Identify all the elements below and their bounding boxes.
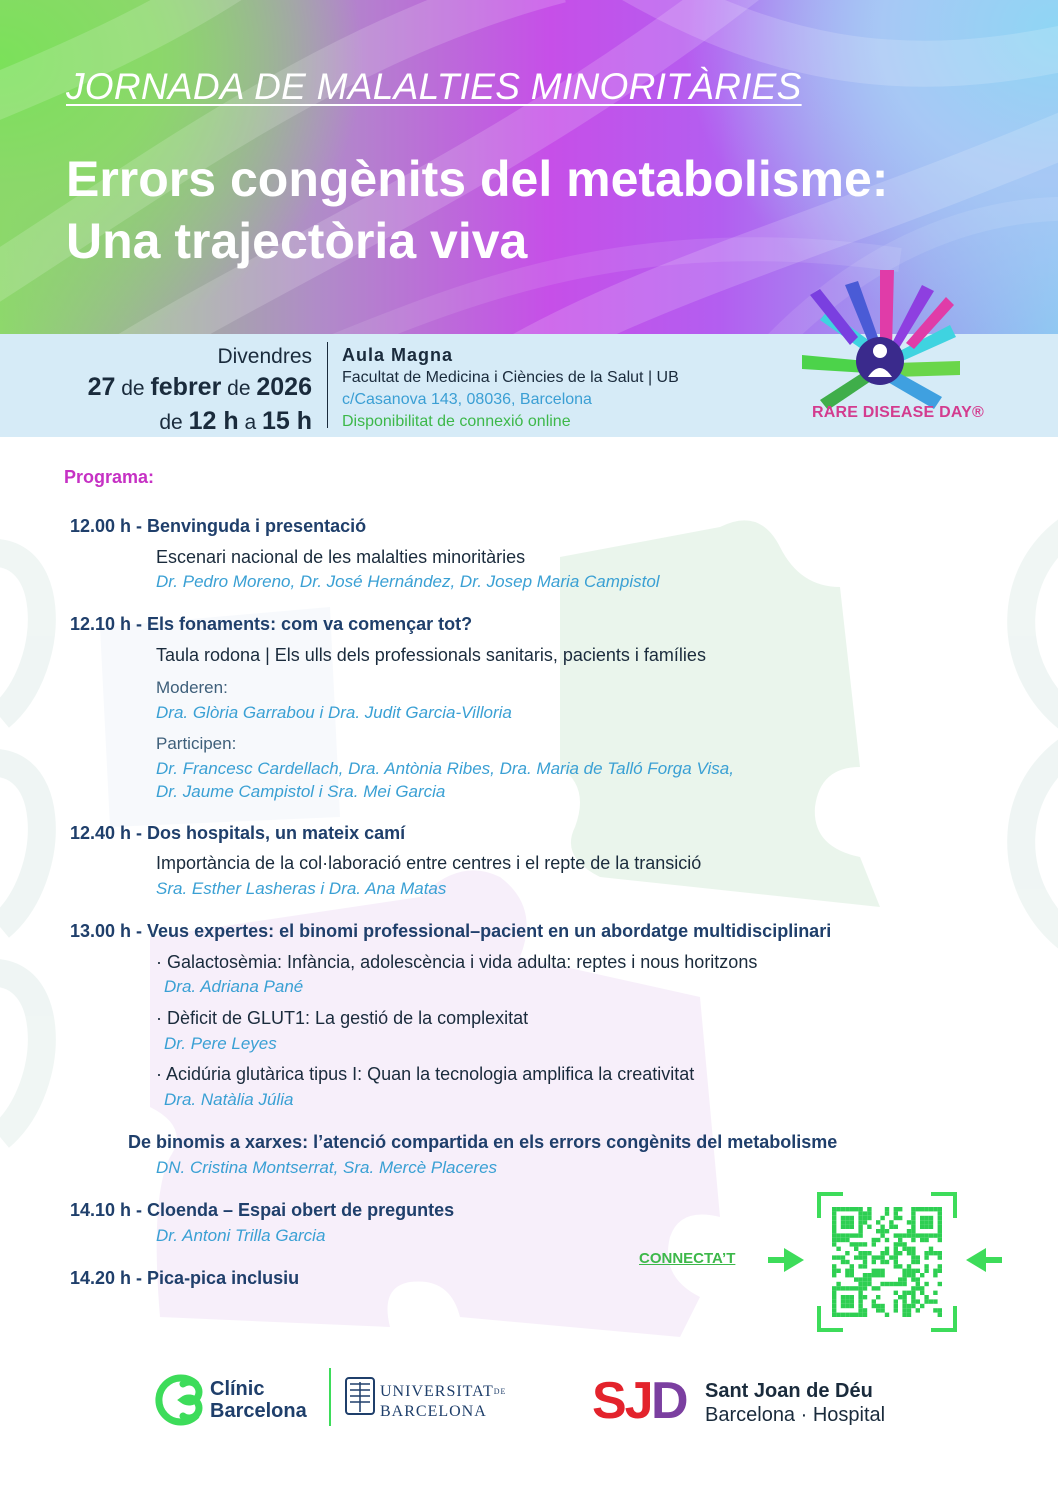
svg-text:D: D <box>651 1372 689 1430</box>
ub-line2: BARCELONA <box>380 1403 487 1420</box>
event-date-de2: de <box>227 377 251 400</box>
event-date-month: febrer <box>150 373 222 401</box>
sjd-logo-text <box>705 1379 885 1427</box>
session-subtitle: De binomis a xarxes: l’atenció compartida en els errors congènits del metabolisme <box>128 1132 838 1152</box>
session-time-title: 12.40 h - Dos hospitals, un mateix camí <box>70 823 406 843</box>
venue-address: c/Casanova 143, 08036, Barcelona <box>342 391 592 408</box>
session-description: Taula rodona | Els ulls dels professionals sanitaris, pacients i famílies <box>156 645 706 665</box>
event-date-num: 27 <box>87 373 116 401</box>
rare-disease-day-label: RARE DISEASE DAY® <box>812 404 984 421</box>
sjd-line2: Barcelona · Hospital <box>705 1404 886 1426</box>
event-time <box>88 405 312 439</box>
event-time-start: 12 h <box>188 407 239 435</box>
event-time-a: a <box>244 411 257 434</box>
clinic-barcelona-logo-text <box>210 1378 307 1422</box>
arrow-right-icon <box>768 1248 804 1272</box>
ub-line1: UNIVERSITAT <box>380 1383 494 1400</box>
partner-logos <box>0 1360 1058 1440</box>
session-description: Escenari nacional de les malalties minoritàries <box>156 547 526 567</box>
talk-speaker: Dra. Adriana Pané <box>164 977 304 996</box>
talk-item: · Acidúria glutàrica tipus I: Quan la tecnologia amplifica la creativitat <box>156 1064 695 1084</box>
connect-link[interactable]: CONNECTA’T <box>639 1250 736 1267</box>
session-participants-line1: Dr. Francesc Cardellach, Dra. Antònia Ribes, Dra. Maria de Talló Forga Visa, <box>156 759 734 778</box>
rare-disease-hands-logo <box>790 250 970 430</box>
session-moderators: Dra. Glòria Garrabou i Dra. Judit Garcia-Villoria <box>156 703 512 722</box>
talk-item: · Galactosèmia: Infància, adolescència i vida adulta: reptes i nous horitzons <box>156 952 758 972</box>
talk-speaker: Dr. Pere Leyes <box>164 1034 277 1053</box>
session-speakers: Dr. Pedro Moreno, Dr. José Hernández, Dr. Josep Maria Campistol <box>156 572 660 591</box>
session-participants-line2: Dr. Jaume Campistol i Sra. Mei Garcia <box>156 782 446 801</box>
venue-name: Aula Magna <box>342 345 454 365</box>
event-title-line2: Una trajectòria viva <box>66 213 528 269</box>
logo-divider <box>329 1368 331 1426</box>
session-description: Importància de la col·laboració entre centres i el repte de la transició <box>156 853 702 873</box>
session-speakers: Dr. Antoni Trilla Garcia <box>156 1226 326 1245</box>
venue-block <box>342 344 679 434</box>
session-time-title: 14.10 h - Cloenda – Espai obert de preguntes <box>70 1200 455 1220</box>
program-heading: Programa: <box>64 467 155 487</box>
ub-de: DE <box>493 1387 507 1396</box>
session-time-title: 12.10 h - Els fonaments: com va començar tot? <box>70 614 473 634</box>
venue-faculty: Facultat de Medicina i Ciències de la Salut | UB <box>342 369 679 386</box>
event-date-de1: de <box>121 377 145 400</box>
event-title-line1: Errors congènits del metabolisme: <box>66 151 889 207</box>
qr-modules <box>832 1207 942 1317</box>
moderators-label: Moderen: <box>156 678 228 697</box>
event-date-block <box>88 342 312 439</box>
ub-crest-icon <box>346 1378 374 1414</box>
sjd-line1: Sant Joan de Déu <box>705 1380 873 1402</box>
event-date <box>88 371 312 405</box>
event-date-year: 2026 <box>256 373 312 401</box>
session-time-title: 13.00 h - Veus expertes: el binomi professional–pacient en un abordatge multidisciplinari <box>70 921 832 941</box>
talk-speaker: Dra. Natàlia Júlia <box>164 1090 294 1109</box>
sjd-logo-mark <box>592 1372 689 1430</box>
clinic-logo-icon <box>159 1378 199 1422</box>
session-speakers: Sra. Esther Lasheras i Dra. Ana Matas <box>156 879 447 898</box>
session-time-title: 14.20 h - Pica-pica inclusiu <box>70 1268 300 1288</box>
arrow-left-icon <box>966 1248 1002 1272</box>
session-time-title: 12.00 h - Benvinguda i presentació <box>70 516 367 536</box>
event-day: Divendres <box>217 345 312 368</box>
ub-logo-text <box>380 1382 506 1422</box>
participants-label: Participen: <box>156 734 237 753</box>
event-time-de: de <box>159 411 183 434</box>
clinic-line1: Clínic <box>210 1378 265 1400</box>
event-time-end: 15 h <box>261 407 312 435</box>
qr-code[interactable] <box>817 1192 957 1332</box>
online-availability: Disponibilitat de connexió online <box>342 413 571 430</box>
svg-text:SJ: SJ <box>592 1372 652 1430</box>
info-divider <box>327 342 328 428</box>
talk-item: · Dèficit de GLUT1: La gestió de la complexitat <box>156 1008 529 1028</box>
session-speakers: DN. Cristina Montserrat, Sra. Mercè Placeres <box>156 1158 498 1177</box>
hands-icon <box>802 270 960 410</box>
clinic-line2: Barcelona <box>210 1400 307 1422</box>
event-series-title: JORNADA DE MALALTIES MINORITÀRIES <box>66 66 802 107</box>
